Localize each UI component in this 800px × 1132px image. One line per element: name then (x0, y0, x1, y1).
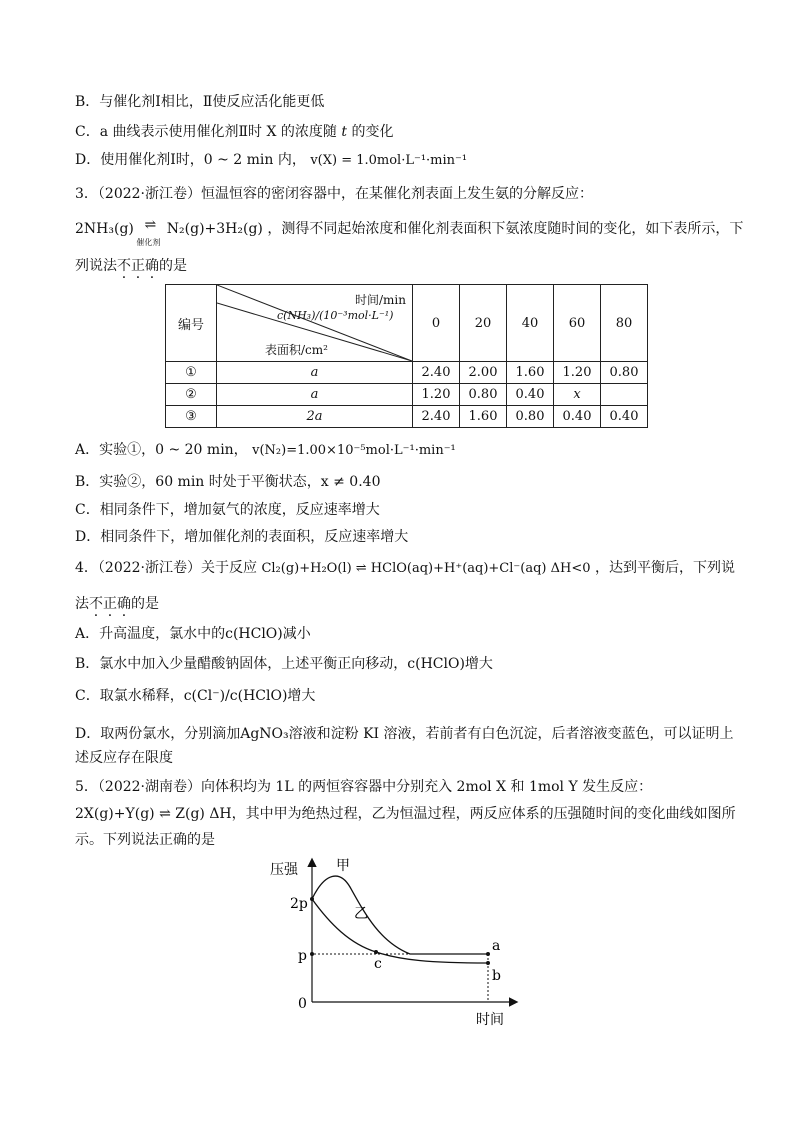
q4-stem-eq: Cl₂(g)+H₂O(l) ⇌ HClO(aq)+H⁺(aq)+Cl⁻(aq) ΔH<0 (261, 561, 591, 576)
q3-stem-cont: ，测得不同起始浓度和催化剂表面积下氨浓度随时间的变化，如下表所示，下 (267, 221, 744, 237)
q3-option-b: B．实验②，60 min 时处于平衡状态，x ≠ 0.40 (75, 474, 381, 490)
point-b-label: b (492, 968, 501, 984)
q3-eq-catalyst: 催化剂 (136, 238, 161, 247)
y-axis-label: 压强 (270, 862, 298, 878)
q4-emphasis-1: 不 (89, 596, 103, 612)
time-20: 20 (460, 285, 507, 362)
curve-jia-label: 甲 (336, 858, 350, 874)
cell: 0.80 (601, 362, 648, 384)
q3-stem-line1: 3．（2022·浙江卷）恒温恒容的密闭容器中，在某催化剂表面上发生氨的分解反应： (75, 186, 593, 202)
pressure-time-graph (270, 852, 540, 1032)
q4-emphasis-2: 正 (103, 596, 117, 612)
q3-option-d: D．相同条件下，增加催化剂的表面积，反应速率增大 (75, 529, 409, 545)
cell: 1.20 (413, 384, 460, 406)
point-b (486, 961, 490, 965)
table-row (166, 362, 648, 384)
header-area-label: 表面积/cm² (265, 343, 328, 357)
cell: 1.60 (507, 362, 554, 384)
q2-option-d-pre: D．使用催化剂Ⅰ时，0 ~ 2 min 内， (75, 152, 306, 168)
row-id: ① (166, 362, 217, 384)
q4-stem-line2 (75, 594, 159, 614)
q4-stem-line1 (75, 558, 735, 579)
header-conc-label: c(NH₃)/(10⁻³mol·L⁻¹) (277, 309, 394, 322)
q2-option-b: B．与催化剂Ⅰ相比，Ⅱ使反应活化能更低 (75, 94, 325, 110)
origin-label: 0 (298, 996, 307, 1012)
table-row (166, 384, 648, 406)
q3-option-a (75, 440, 456, 461)
q4-option-a: A．升高温度，氯水中的c(HClO)减小 (75, 626, 311, 642)
point-a-label: a (492, 938, 501, 954)
cell: 0.80 (507, 406, 554, 428)
cell: 0.40 (554, 406, 601, 428)
point-a (486, 952, 490, 956)
q2-option-c-t: t (341, 124, 347, 140)
row-area: a (217, 362, 413, 384)
q3-emphasis-1: 不 (117, 258, 131, 274)
q3-option-a-eq: v(N₂)=1.00×10⁻⁵mol·L⁻¹·min⁻¹ (252, 443, 456, 458)
header-time-label: 时间/min (355, 293, 406, 307)
row-id: ③ (166, 406, 217, 428)
point-2p (310, 897, 314, 901)
tick-2p: 2p (290, 896, 308, 912)
q4-option-d-line2: 述反应存在限度 (75, 750, 173, 766)
q3-emphasis-2: 正 (131, 258, 145, 274)
point-p (310, 952, 314, 956)
header-id-cell: 编号 (166, 285, 217, 362)
time-80: 80 (601, 285, 648, 362)
row-id: ② (166, 384, 217, 406)
point-c-label: c (374, 956, 382, 972)
row-area: 2a (217, 406, 413, 428)
tick-p: p (298, 948, 307, 964)
q5-stem-line2: 2X(g)+Y(g) ⇌ Z(g) ΔH，其中甲为绝热过程，乙为恒温过程，两反应体系的压强随时间的变化曲线如图所 (75, 806, 736, 822)
q3-stem3-post: 的是 (159, 258, 187, 274)
q4-stem2-post: 的是 (131, 596, 159, 612)
q3-stem-line3 (75, 256, 187, 276)
q3-emphasis-3: 确 (145, 258, 159, 274)
q3-stem-line2: 2NH₃(g) ⇌ 催化剂 N₂(g)+3H₂(g) ，测得不同起始浓度和催化剂表面积下氨浓度随时间的变化，如下表所示，下 (75, 219, 743, 239)
q4-option-b: B．氯水中加入少量醋酸钠固体，上述平衡正向移动，c(HClO)增大 (75, 656, 493, 672)
cell: 0.40 (601, 406, 648, 428)
cell: 2.00 (460, 362, 507, 384)
q2-option-d-eq: v(X) = 1.0mol·L⁻¹·min⁻¹ (310, 153, 468, 168)
cell: 2.40 (413, 406, 460, 428)
q4-stem-pre: 4．（2022·浙江卷）关于反应 (75, 560, 257, 576)
q3-eq-right: N₂(g)+3H₂(g) (166, 221, 263, 237)
cell: 0.40 (507, 384, 554, 406)
cell: 2.40 (413, 362, 460, 384)
row-area: a (217, 384, 413, 406)
point-c (374, 950, 378, 954)
q5-stem-line1: 5．（2022·湖南卷）向体积均为 1L 的两恒容容器中分别充入 2mol X 和 1mol Y 发生反应： (75, 779, 653, 795)
cell: 1.20 (554, 362, 601, 384)
x-axis-label: 时间 (476, 1012, 504, 1028)
q4-option-c: C．取氯水稀释，c(Cl⁻)/c(HClO)增大 (75, 688, 316, 704)
q3-eq-left: 2NH₃(g) (75, 221, 134, 237)
time-60: 60 (554, 285, 601, 362)
q4-option-d-line1: D．取两份氯水，分别滴加AgNO₃溶液和淀粉 KI 溶液，若前者有白色沉淀，后者溶液变蓝色，可以证明上 (75, 726, 734, 742)
q2-option-c-post: 的变化 (351, 124, 394, 140)
q5-stem-line3: 示。下列说法正确的是 (75, 832, 215, 848)
q2-option-c-pre: C．a 曲线表示使用催化剂Ⅱ时 X 的浓度随 (75, 124, 337, 140)
q4-emphasis-3: 确 (117, 596, 131, 612)
q4-stem2-pre: 法 (75, 596, 89, 612)
cell: 1.60 (460, 406, 507, 428)
table-header-row (166, 285, 648, 362)
header-diagonal-cell (217, 285, 413, 362)
cell: x (554, 384, 601, 406)
q2-option-c (75, 122, 393, 142)
time-40: 40 (507, 285, 554, 362)
q4-stem-post: ，达到平衡后，下列说 (594, 560, 735, 576)
curve-yi-label: 乙 (354, 906, 368, 922)
time-0: 0 (413, 285, 460, 362)
cell (601, 384, 648, 406)
q3-option-a-pre: A．实验①，0 ~ 20 min， (75, 442, 248, 458)
q2-option-d (75, 150, 467, 171)
curve-jia (312, 876, 488, 954)
q3-data-table (165, 284, 648, 428)
table-row (166, 406, 648, 428)
q3-option-c: C．相同条件下，增加氨气的浓度，反应速率增大 (75, 502, 380, 518)
cell: 0.80 (460, 384, 507, 406)
q3-stem3-pre: 列说法 (75, 258, 117, 274)
